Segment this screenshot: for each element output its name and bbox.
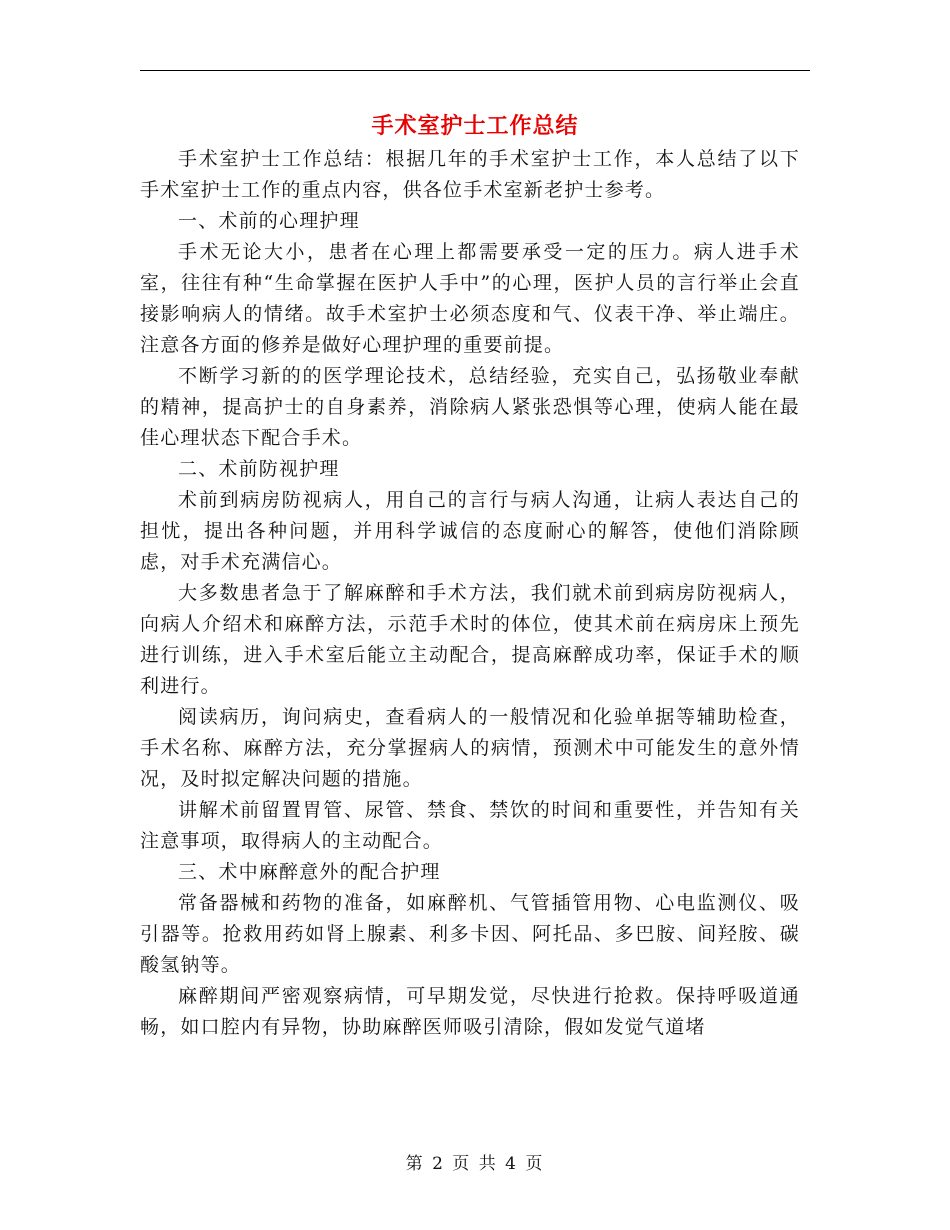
section-heading-1: 一、术前的心理护理	[178, 210, 360, 232]
page-number-footer: 第 2 页 共 4 页	[405, 1154, 545, 1174]
paragraph: 大多数患者急于了解麻醉和手术方法，我们就术前到病房防视病人，向病人介绍术和麻醉方法，示范手术时的体位，使其术前在病房床上预先进行训练，进入手术室后能立主动配合，提高麻醉成功率，保证手术的顺利进行。	[140, 582, 800, 697]
section-heading-2: 二、术前防视护理	[178, 458, 340, 480]
paragraph: 麻醉期间严密观察病情，可早期发觉，尽快进行抢救。保持呼吸道通畅，如口腔内有异物，协助麻醉医师吸引清除，假如发觉气道堵	[140, 985, 800, 1038]
paragraph: 讲解术前留置胃管、尿管、禁食、禁饮的时间和重要性，并告知有关注意事项，取得病人的主动配合。	[140, 799, 800, 852]
paragraph: 常备器械和药物的准备，如麻醉机、气管插管用物、心电监测仪、吸引器等。抢救用药如肾上腺素、利多卡因、阿托品、多巴胺、间羟胺、碳酸氢钠等。	[140, 892, 800, 976]
document-title: 手术室护士工作总结	[371, 113, 579, 139]
document-body	[140, 144, 800, 1043]
paragraph: 阅读病历，询问病史，查看病人的一般情况和化验单据等辅助检查，手术名称、麻醉方法，充分掌握病人的病情，预测术中可能发生的意外情况，及时拟定解决问题的措施。	[140, 706, 800, 790]
header-rule	[140, 70, 810, 71]
paragraph: 术前到病房防视病人，用自己的言行与病人沟通，让病人表达自己的担忧，提出各种问题，并用科学诚信的态度耐心的解答，使他们消除顾虑，对手术充满信心。	[140, 489, 800, 573]
paragraph: 不断学习新的的医学理论技术，总结经验，充实自己，弘扬敬业奉献的精神，提高护士的自身素养，消除病人紧张恐惧等心理，使病人能在最佳心理状态下配合手术。	[140, 365, 800, 449]
paragraph-intro: 手术室护士工作总结：根据几年的手术室护士工作，本人总结了以下手术室护士工作的重点内容，供各位手术室新老护士参考。	[140, 148, 800, 201]
section-heading-3: 三、术中麻醉意外的配合护理	[178, 861, 441, 883]
paragraph: 手术无论大小，患者在心理上都需要承受一定的压力。病人进手术室，往往有种“生命掌握在医护人手中”的心理，医护人员的言行举止会直接影响病人的情绪。故手术室护士必须态度和气、仪表干净、举止端庄。注意各方面的修养是做好心理护理的重要前提。	[140, 241, 800, 356]
